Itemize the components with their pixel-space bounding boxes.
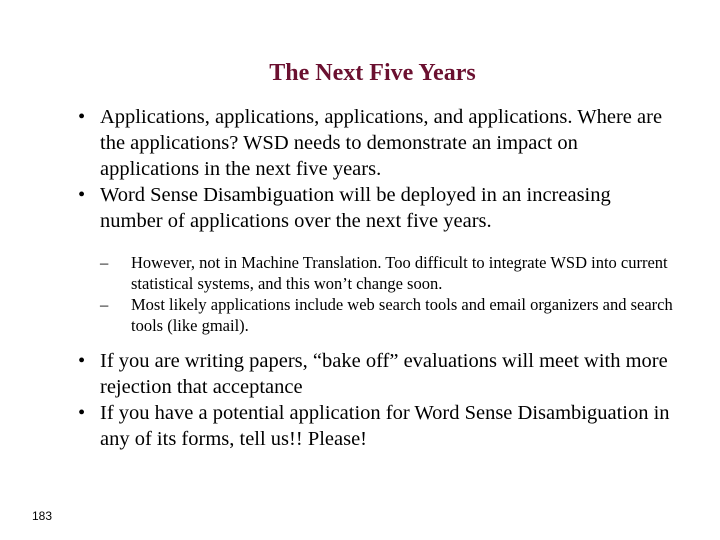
- slide-title: The Next Five Years: [269, 60, 476, 86]
- sub-bullet-text: However, not in Machine Translation. Too difficult to integrate WSD into current statistical systems, and this won’t change soon.: [131, 253, 668, 293]
- sub-bullet-item: [100, 252, 678, 294]
- bullet-glyph: •: [78, 402, 86, 424]
- bullet-item: [78, 400, 678, 452]
- bullet-item: [78, 104, 678, 182]
- sub-bullet-text: Most likely applications include web search tools and email organizers and search tools (like gmail).: [131, 295, 673, 335]
- bullet-text: If you are writing papers, “bake off” evaluations will meet with more rejection that acceptance: [100, 350, 668, 398]
- sub-bullet-list: [100, 252, 678, 336]
- bullet-text: Applications, applications, applications, and applications. Where are the applications? WSD needs to demonstrate an impact on applications in the next five years.: [100, 106, 663, 180]
- bullet-item: [78, 348, 678, 400]
- bullet-glyph: •: [78, 184, 86, 206]
- slide-number: 183: [32, 509, 53, 523]
- dash-glyph: –: [100, 253, 109, 272]
- sub-bullet-item: [100, 294, 678, 336]
- slide-body: [78, 104, 678, 452]
- bullet-glyph: •: [78, 106, 86, 128]
- bullet-text: If you have a potential application for Word Sense Disambiguation in any of its forms, tell us!! Please!: [100, 402, 670, 450]
- bullet-text: Word Sense Disambiguation will be deployed in an increasing number of applications over the next five years.: [100, 184, 611, 232]
- bullet-item: [78, 182, 678, 234]
- dash-glyph: –: [100, 295, 109, 314]
- bullet-glyph: •: [78, 350, 86, 372]
